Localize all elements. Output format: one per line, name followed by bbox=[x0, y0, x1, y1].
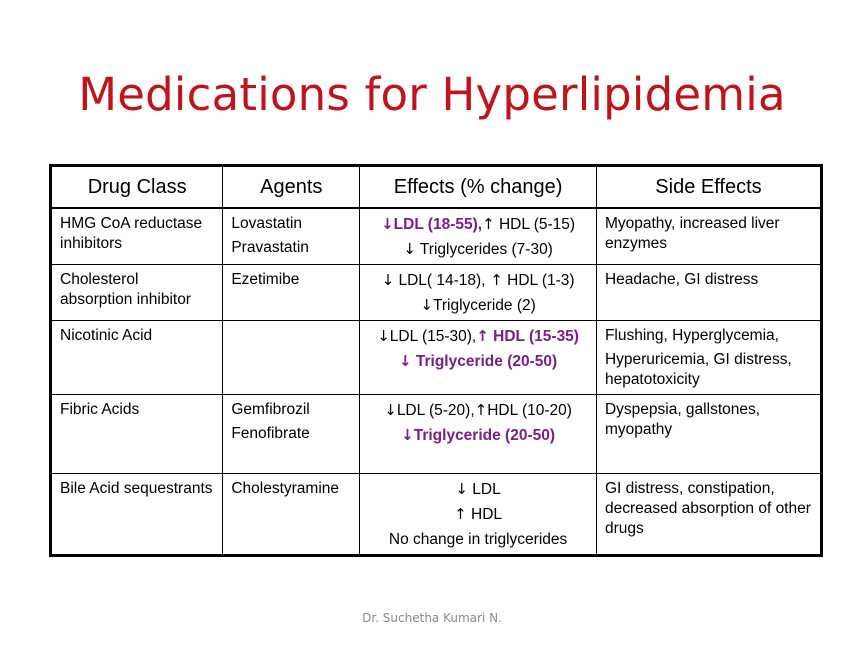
effect-text: HDL bbox=[466, 506, 503, 523]
effect-line bbox=[364, 239, 592, 260]
change-arrow-icon: ↓ bbox=[377, 327, 390, 345]
cell-side-effects bbox=[596, 395, 821, 474]
agent-name: Lovastatin bbox=[231, 215, 303, 232]
change-arrow-icon: ↓ bbox=[403, 240, 416, 258]
effect-text: LDL (5-20), bbox=[396, 402, 475, 419]
change-arrow-icon: ↓ bbox=[401, 426, 414, 444]
effect-text: Triglyceride (20-50) bbox=[413, 427, 556, 444]
effect-line bbox=[364, 214, 592, 235]
effect-text: LDL (15-30), bbox=[389, 328, 477, 345]
change-arrow-icon: ↓ bbox=[420, 296, 433, 314]
side-effect-text: Hyperuricemia, GI distress, hepatotoxicity bbox=[604, 351, 792, 388]
cell-drug-class: Bile Acid sequestrants bbox=[51, 474, 223, 556]
page-title: Medications for Hyperlipidemia bbox=[78, 68, 786, 121]
effect-text: HDL (10-20) bbox=[487, 402, 572, 419]
footer-author: Dr. Suchetha Kumari N. bbox=[362, 611, 502, 625]
header-effects: Effects (% change) bbox=[360, 166, 597, 209]
effect-segment bbox=[382, 272, 486, 289]
effect-line bbox=[364, 425, 592, 446]
effect-segment bbox=[476, 328, 579, 345]
change-arrow-icon: ↑ bbox=[474, 401, 488, 419]
cell-agents bbox=[223, 321, 360, 395]
effect-segment bbox=[389, 531, 567, 548]
agent-name: Ezetimibe bbox=[231, 271, 300, 288]
effect-line bbox=[364, 326, 592, 347]
effect-text: HDL (15-35) bbox=[488, 328, 579, 345]
effect-segment bbox=[399, 353, 557, 370]
header-agents: Agents bbox=[223, 166, 360, 209]
cell-effects bbox=[360, 321, 597, 395]
effect-segment bbox=[381, 216, 482, 233]
effect-segment bbox=[377, 328, 476, 345]
effect-segment bbox=[485, 272, 574, 289]
effect-segment bbox=[455, 481, 500, 498]
cell-side-effects bbox=[596, 321, 821, 395]
cell-drug-class: HMG CoA reductase inhibitors bbox=[51, 208, 223, 265]
cell-effects bbox=[360, 474, 597, 556]
effect-line bbox=[364, 295, 592, 316]
cell-agents bbox=[223, 265, 360, 321]
cell-drug-class: Nicotinic Acid bbox=[51, 321, 223, 395]
effect-line bbox=[364, 529, 592, 550]
effect-segment bbox=[475, 402, 572, 419]
cell-drug-class: Cholesterol absorption inhibitor bbox=[51, 265, 223, 321]
cell-effects bbox=[360, 265, 597, 321]
effect-text: HDL (5-15) bbox=[494, 216, 576, 233]
effect-text: HDL (1-3) bbox=[502, 272, 575, 289]
effect-line bbox=[364, 351, 592, 372]
change-arrow-icon: ↑ bbox=[454, 505, 467, 523]
effect-text: Triglyceride (20-50) bbox=[411, 353, 558, 370]
cell-side-effects bbox=[596, 208, 821, 265]
effect-text: LDL (18-55), bbox=[393, 216, 483, 233]
cell-side-effects bbox=[596, 474, 821, 556]
effect-text: Triglyceride (2) bbox=[432, 297, 536, 314]
effect-line bbox=[364, 400, 592, 421]
effect-line bbox=[364, 504, 592, 525]
side-effect-text: Flushing, Hyperglycemia, bbox=[604, 327, 779, 344]
effect-segment bbox=[454, 506, 502, 523]
change-arrow-icon: ↑ bbox=[485, 271, 503, 289]
cell-side-effects bbox=[596, 265, 821, 321]
table-header-row bbox=[51, 166, 822, 209]
header-drug-class: Drug Class bbox=[51, 166, 223, 209]
side-effect-text: Myopathy, increased liver enzymes bbox=[604, 215, 780, 252]
cell-effects bbox=[360, 208, 597, 265]
cell-agents bbox=[223, 208, 360, 265]
effect-segment bbox=[482, 216, 575, 233]
side-effect-text: Headache, GI distress bbox=[604, 271, 759, 288]
change-arrow-icon: ↓ bbox=[399, 352, 412, 370]
side-effect-text: Dyspepsia, gallstones, myopathy bbox=[604, 401, 761, 438]
effect-segment bbox=[384, 402, 474, 419]
effect-segment bbox=[403, 241, 553, 258]
effect-text: LDL bbox=[468, 481, 501, 498]
change-arrow-icon: ↓ bbox=[455, 480, 468, 498]
agent-name: Gemfibrozil bbox=[231, 401, 310, 418]
table-row bbox=[51, 208, 822, 265]
table-row bbox=[51, 474, 822, 556]
effect-text: LDL( 14-18), bbox=[394, 272, 486, 289]
cell-effects bbox=[360, 395, 597, 474]
side-effect-text: GI distress, constipation, decreased absorption of other drugs bbox=[604, 480, 811, 537]
change-arrow-icon: ↓ bbox=[381, 215, 394, 233]
effect-segment bbox=[401, 427, 555, 444]
cell-agents bbox=[223, 474, 360, 556]
table-row bbox=[51, 265, 822, 321]
effect-line bbox=[364, 270, 592, 291]
table-body bbox=[51, 208, 822, 556]
effect-text: Triglycerides (7-30) bbox=[415, 241, 553, 258]
effect-line bbox=[364, 479, 592, 500]
agent-name: Cholestyramine bbox=[231, 480, 340, 497]
effect-text: No change in triglycerides bbox=[388, 531, 568, 548]
cell-drug-class: Fibric Acids bbox=[51, 395, 223, 474]
cell-agents bbox=[223, 395, 360, 474]
change-arrow-icon: ↑ bbox=[482, 215, 495, 233]
change-arrow-icon: ↑ bbox=[476, 327, 489, 345]
medications-table bbox=[49, 164, 823, 557]
agent-name: Pravastatin bbox=[231, 239, 309, 256]
agent-name: Fenofibrate bbox=[231, 425, 310, 442]
effect-segment bbox=[420, 297, 535, 314]
change-arrow-icon: ↓ bbox=[384, 401, 397, 419]
table-row bbox=[51, 321, 822, 395]
table-row bbox=[51, 395, 822, 474]
change-arrow-icon: ↓ bbox=[381, 271, 395, 289]
header-side-effects: Side Effects bbox=[596, 166, 821, 209]
